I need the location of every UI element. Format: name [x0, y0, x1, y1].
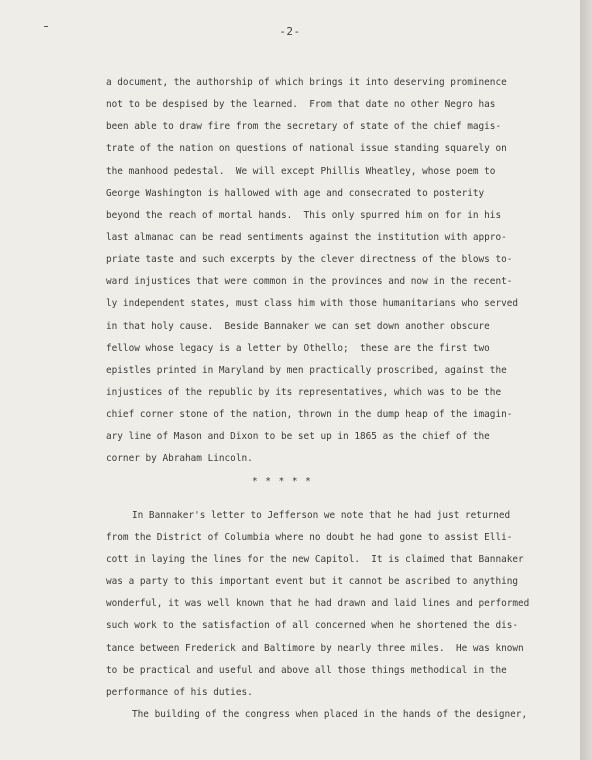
text-line: priate taste and such excerpts by the clever directness of the blows to- — [106, 254, 513, 266]
text-line: corner by Abraham Lincoln. — [106, 453, 253, 465]
paragraph-gap — [106, 493, 546, 505]
text-line: epistles printed in Maryland by men practically proscribed, against the — [106, 364, 507, 376]
text-line: trate of the nation on questions of national issue standing squarely on — [106, 143, 507, 155]
text-line: last almanac can be read sentiments against the institution with appro- — [106, 231, 507, 243]
paragraph-2 — [106, 505, 546, 704]
text-line: a document, the authorship of which brings it into deserving prominence — [106, 77, 507, 88]
text-line: not to be despised by the learned. From that date no other Negro has — [106, 99, 496, 111]
page-edge — [580, 0, 592, 760]
text-line: performance of his duties. — [106, 686, 253, 698]
text-line: fellow whose legacy is a letter by Othello; these are the first two — [106, 342, 490, 354]
text-line: ward injustices that were common in the provinces and now in the recent- — [106, 276, 513, 288]
text-line: tance between Frederick and Baltimore by nearly three miles. He was known — [106, 642, 524, 654]
text-line: George Washington is hallowed with age and consecrated to posterity — [106, 187, 485, 199]
text-line: cott in laying the lines for the new Capitol. It is claimed that Bannaker — [106, 553, 524, 565]
text-line: The building of the congress when placed in the hands of the designer, — [132, 708, 528, 720]
text-line: injustices of the republic by its representatives, which was to be the — [106, 386, 502, 398]
text-line: been able to draw fire from the secretary of state of the chief magis- — [106, 121, 502, 133]
text-line: in that holy cause. Beside Bannaker we can set down another obscure — [106, 320, 490, 332]
section-separator: * * * * * — [252, 475, 312, 487]
text-line: was a party to this important event but it cannot be ascribed to anything — [106, 576, 519, 588]
text-line: such work to the satisfaction of all concerned when he shortened the dis- — [106, 620, 519, 632]
typed-text-body — [106, 72, 546, 726]
text-line: from the District of Columbia where no doubt he had gone to assist Elli- — [106, 531, 513, 543]
paragraph-3 — [106, 704, 546, 726]
paragraph-1 — [106, 72, 546, 471]
text-line: ary line of Mason and Dixon to be set up in 1865 as the chief of the — [106, 431, 490, 443]
text-line: wonderful, it was well known that he had drawn and laid lines and performed — [106, 598, 530, 610]
text-line: beyond the reach of mortal hands. This only spurred him on for in his — [106, 209, 502, 221]
text-line: chief corner stone of the nation, thrown in the dump heap of the imagin- — [106, 409, 513, 421]
text-line: ly independent states, must class him with those humanitarians who served — [106, 298, 519, 310]
text-line: to be practical and useful and above all those things methodical in the — [106, 664, 507, 676]
text-line: In Bannaker's letter to Jefferson we note that he had just returned — [132, 509, 511, 521]
text-line: the manhood pedestal. We will except Phillis Wheatley, whose poem to — [106, 165, 496, 177]
page-number: -2- — [279, 25, 301, 38]
